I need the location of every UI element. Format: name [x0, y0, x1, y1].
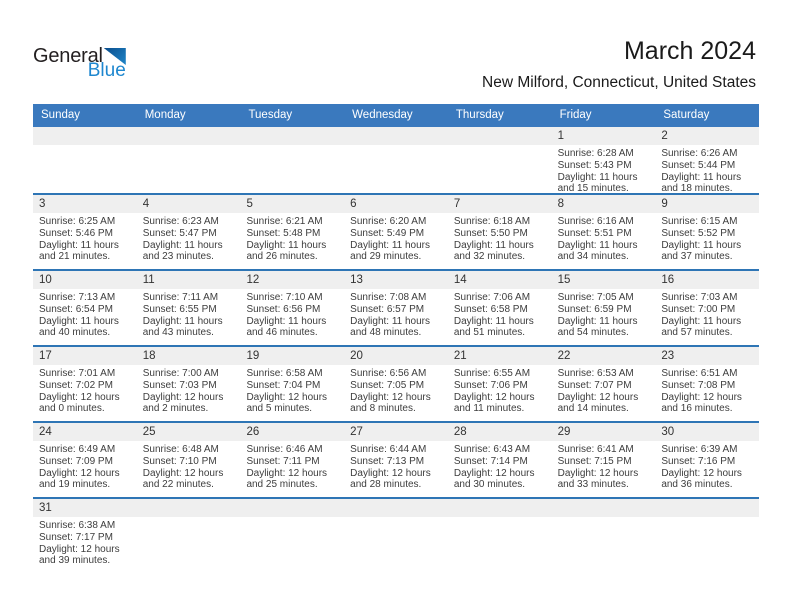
- day-cell-21: [448, 365, 552, 415]
- day-detail-line: Sunrise: 6:26 AM: [661, 148, 738, 159]
- day-detail-line: Sunrise: 7:10 AM: [246, 292, 323, 303]
- day-cell-22: [552, 365, 656, 415]
- day-detail-line: Sunrise: 6:55 AM: [453, 368, 531, 379]
- day-detail-line: Sunrise: 6:23 AM: [142, 216, 219, 227]
- day-number-28: 28: [453, 426, 467, 438]
- day-cell-empty: [240, 145, 344, 195]
- weekday-header-tuesday: Tuesday: [248, 109, 293, 121]
- day-number-8: 8: [557, 198, 564, 210]
- day-detail-line: Daylight: 11 hours: [453, 239, 534, 251]
- day-detail-line: and 29 minutes.: [350, 251, 422, 263]
- day-number-2: 2: [661, 130, 668, 142]
- day-details-row: [33, 145, 759, 195]
- day-detail-line: and 36 minutes.: [661, 479, 733, 491]
- weekday-header-monday: Monday: [144, 109, 186, 121]
- day-detail-line: and 30 minutes.: [453, 479, 526, 491]
- day-detail-line: and 54 minutes.: [557, 327, 629, 339]
- day-cell-23: [655, 365, 759, 415]
- day-detail-line: Sunset: 5:51 PM: [557, 227, 632, 239]
- day-cell-empty: [448, 517, 552, 567]
- day-detail-line: Sunrise: 6:46 AM: [246, 444, 323, 455]
- day-detail-line: and 39 minutes.: [39, 555, 111, 567]
- day-detail-line: and 23 minutes.: [142, 251, 214, 263]
- day-detail-line: and 33 minutes.: [557, 479, 629, 491]
- day-detail-line: Sunset: 7:07 PM: [557, 379, 632, 391]
- day-number-4: 4: [142, 198, 150, 210]
- day-number-1: 1: [557, 130, 564, 142]
- day-number-5: 5: [246, 198, 253, 210]
- day-detail-line: and 18 minutes.: [661, 183, 733, 195]
- day-detail-line: Daylight: 11 hours: [350, 239, 431, 251]
- day-detail-line: and 16 minutes.: [661, 403, 733, 415]
- day-number-empty: [655, 499, 759, 517]
- logo-text-general: General: [33, 45, 103, 67]
- day-detail-line: Daylight: 11 hours: [142, 315, 223, 327]
- day-detail-line: Sunset: 7:17 PM: [39, 531, 113, 543]
- day-detail-line: Sunrise: 6:28 AM: [557, 148, 634, 159]
- day-number-14: 14: [453, 274, 467, 286]
- day-number-23: 23: [661, 350, 675, 362]
- day-detail-line: Sunset: 7:09 PM: [39, 455, 113, 467]
- day-detail-line: and 37 minutes.: [661, 251, 733, 263]
- calendar-week-row: [33, 195, 759, 271]
- day-detail-line: Daylight: 11 hours: [39, 315, 119, 327]
- day-detail-line: and 32 minutes.: [453, 251, 526, 263]
- day-detail-line: and 48 minutes.: [350, 327, 422, 339]
- day-detail-line: Sunrise: 7:06 AM: [453, 292, 531, 303]
- day-number-7: 7: [453, 198, 461, 210]
- day-cell-26: [240, 441, 344, 491]
- day-detail-line: and 25 minutes.: [246, 479, 318, 491]
- day-detail-line: and 26 minutes.: [246, 251, 318, 263]
- day-number-15: 15: [557, 274, 571, 286]
- day-detail-line: Sunset: 7:13 PM: [350, 455, 425, 467]
- day-cell-empty: [137, 517, 241, 567]
- day-detail-line: Daylight: 12 hours: [246, 391, 328, 403]
- weekday-header-friday: Friday: [559, 109, 592, 121]
- day-number-29: 29: [557, 426, 571, 438]
- day-detail-line: Sunrise: 7:00 AM: [142, 368, 219, 379]
- day-detail-line: Sunset: 7:05 PM: [350, 379, 425, 391]
- day-cell-empty: [552, 517, 656, 567]
- day-detail-line: Sunrise: 6:48 AM: [142, 444, 219, 455]
- day-detail-line: Sunset: 5:50 PM: [453, 227, 528, 239]
- day-cell-5: [240, 213, 344, 263]
- calendar-week-row: [33, 423, 759, 499]
- day-cell-empty: [344, 517, 448, 567]
- day-cell-8: [552, 213, 656, 263]
- day-cell-16: [655, 289, 759, 339]
- day-detail-line: Sunrise: 6:39 AM: [661, 444, 738, 455]
- day-details-row: [33, 213, 759, 263]
- day-number-strip: [33, 127, 759, 145]
- day-number-empty: [448, 127, 552, 145]
- day-detail-line: Sunrise: 6:25 AM: [39, 216, 116, 227]
- weekday-header-wednesday: Wednesday: [352, 109, 413, 121]
- day-detail-line: Sunset: 5:44 PM: [661, 159, 736, 171]
- day-detail-line: Sunset: 7:16 PM: [661, 455, 736, 467]
- day-cell-10: [33, 289, 137, 339]
- day-number-9: 9: [661, 198, 668, 210]
- day-cell-empty: [240, 517, 344, 567]
- day-cell-2: [655, 145, 759, 195]
- day-detail-line: Daylight: 12 hours: [453, 391, 535, 403]
- day-number-22: 22: [557, 350, 571, 362]
- logo-text-blue: Blue: [87, 60, 126, 81]
- weekday-header-thursday: Thursday: [455, 109, 504, 121]
- day-detail-line: and 21 minutes.: [39, 251, 111, 263]
- day-number-17: 17: [39, 350, 52, 362]
- day-number-19: 19: [246, 350, 260, 362]
- day-number-strip: [33, 271, 759, 289]
- day-detail-line: Sunset: 5:48 PM: [246, 227, 321, 239]
- day-detail-line: Daylight: 11 hours: [453, 315, 534, 327]
- day-detail-line: and 0 minutes.: [39, 403, 105, 415]
- day-detail-line: Sunset: 5:46 PM: [39, 227, 113, 239]
- day-cell-27: [344, 441, 448, 491]
- day-cell-empty: [344, 145, 448, 195]
- day-number-empty: [448, 499, 552, 517]
- weekday-header-sunday: Sunday: [41, 109, 81, 121]
- day-cell-empty: [137, 145, 241, 195]
- day-detail-line: Sunset: 7:10 PM: [142, 455, 217, 467]
- day-cell-7: [448, 213, 552, 263]
- day-detail-line: and 51 minutes.: [453, 327, 526, 339]
- day-detail-line: Sunset: 7:08 PM: [661, 379, 736, 391]
- day-detail-line: Daylight: 11 hours: [661, 239, 742, 251]
- day-detail-line: Sunrise: 6:20 AM: [350, 216, 427, 227]
- title-block: [482, 38, 756, 92]
- day-detail-line: Sunrise: 6:49 AM: [39, 444, 116, 455]
- day-detail-line: and 2 minutes.: [142, 403, 209, 415]
- page-title: March 2024: [623, 37, 756, 65]
- day-detail-line: and 22 minutes.: [142, 479, 214, 491]
- day-detail-line: Sunset: 6:59 PM: [557, 303, 632, 315]
- day-detail-line: Sunrise: 7:03 AM: [661, 292, 738, 303]
- day-cell-empty: [655, 517, 759, 567]
- day-number-strip: [33, 499, 759, 517]
- calendar-grid: [33, 104, 759, 575]
- day-number-30: 30: [661, 426, 675, 438]
- day-number-16: 16: [661, 274, 675, 286]
- day-detail-line: Daylight: 12 hours: [661, 467, 742, 479]
- day-detail-line: Daylight: 12 hours: [661, 391, 742, 403]
- day-detail-line: Daylight: 12 hours: [142, 467, 224, 479]
- calendar-week-row: [33, 347, 759, 423]
- calendar-week-row: [33, 127, 759, 195]
- day-cell-4: [137, 213, 241, 263]
- day-detail-line: Daylight: 12 hours: [350, 467, 431, 479]
- day-cell-3: [33, 213, 137, 263]
- day-detail-line: Daylight: 11 hours: [39, 239, 119, 251]
- day-cell-6: [344, 213, 448, 263]
- day-cell-13: [344, 289, 448, 339]
- day-cell-11: [137, 289, 241, 339]
- day-detail-line: and 28 minutes.: [350, 479, 422, 491]
- day-detail-line: and 43 minutes.: [142, 327, 214, 339]
- day-detail-line: Sunset: 7:00 PM: [661, 303, 736, 315]
- day-number-empty: [344, 499, 448, 517]
- weekday-header-row: [33, 104, 759, 127]
- day-detail-line: Sunrise: 6:58 AM: [246, 368, 323, 379]
- day-number-12: 12: [246, 274, 260, 286]
- day-detail-line: Sunset: 7:03 PM: [142, 379, 217, 391]
- day-detail-line: Sunrise: 7:08 AM: [350, 292, 427, 303]
- day-detail-line: Sunrise: 6:18 AM: [453, 216, 531, 227]
- day-detail-line: and 8 minutes.: [350, 403, 416, 415]
- day-cell-31: [33, 517, 137, 567]
- day-details-row: [33, 441, 759, 491]
- calendar-week-row: [33, 271, 759, 347]
- day-number-27: 27: [350, 426, 363, 438]
- day-detail-line: Sunset: 7:15 PM: [557, 455, 632, 467]
- day-detail-line: Sunrise: 6:56 AM: [350, 368, 427, 379]
- day-detail-line: Sunrise: 7:05 AM: [557, 292, 634, 303]
- day-detail-line: and 11 minutes.: [453, 403, 525, 415]
- page-subtitle: New Milford, Connecticut, United States: [482, 74, 756, 91]
- day-cell-15: [552, 289, 656, 339]
- day-detail-line: Daylight: 12 hours: [453, 467, 535, 479]
- day-number-25: 25: [142, 426, 156, 438]
- day-number-6: 6: [350, 198, 357, 210]
- day-number-10: 10: [39, 274, 52, 286]
- day-number-empty: [344, 127, 448, 145]
- day-detail-line: Sunset: 5:43 PM: [557, 159, 632, 171]
- day-number-26: 26: [246, 426, 260, 438]
- day-cell-14: [448, 289, 552, 339]
- day-number-24: 24: [39, 426, 52, 438]
- day-number-strip: [33, 195, 759, 213]
- day-detail-line: Sunset: 7:06 PM: [453, 379, 528, 391]
- day-detail-line: Daylight: 12 hours: [246, 467, 328, 479]
- day-detail-line: and 57 minutes.: [661, 327, 733, 339]
- day-number-13: 13: [350, 274, 363, 286]
- day-number-empty: [240, 499, 344, 517]
- day-detail-line: Daylight: 11 hours: [246, 315, 327, 327]
- day-detail-line: Sunrise: 7:11 AM: [142, 292, 219, 303]
- day-number-11: 11: [142, 274, 155, 286]
- day-detail-line: Daylight: 11 hours: [142, 239, 223, 251]
- day-detail-line: Sunrise: 6:51 AM: [661, 368, 738, 379]
- day-number-3: 3: [39, 198, 46, 210]
- day-number-empty: [137, 499, 241, 517]
- day-detail-line: Sunset: 6:58 PM: [453, 303, 528, 315]
- day-detail-line: Sunset: 7:11 PM: [246, 455, 320, 467]
- day-detail-line: and 19 minutes.: [39, 479, 111, 491]
- day-detail-line: Sunset: 5:47 PM: [142, 227, 217, 239]
- day-cell-18: [137, 365, 241, 415]
- day-detail-line: Sunrise: 6:38 AM: [39, 520, 116, 531]
- day-detail-line: Daylight: 11 hours: [557, 171, 638, 183]
- day-number-21: 21: [453, 350, 467, 362]
- day-detail-line: and 46 minutes.: [246, 327, 318, 339]
- day-cell-28: [448, 441, 552, 491]
- day-details-row: [33, 517, 759, 567]
- day-cell-30: [655, 441, 759, 491]
- day-number-empty: [240, 127, 344, 145]
- day-detail-line: Sunset: 6:55 PM: [142, 303, 217, 315]
- day-details-row: [33, 289, 759, 339]
- day-number-20: 20: [350, 350, 363, 362]
- day-detail-line: Sunrise: 7:13 AM: [39, 292, 116, 303]
- day-cell-12: [240, 289, 344, 339]
- day-detail-line: Sunrise: 6:21 AM: [246, 216, 323, 227]
- day-details-row: [33, 365, 759, 415]
- day-detail-line: Daylight: 12 hours: [557, 467, 639, 479]
- day-number-empty: [33, 127, 137, 145]
- day-detail-line: Daylight: 11 hours: [661, 315, 742, 327]
- calendar-weeks: [33, 127, 759, 575]
- day-cell-24: [33, 441, 137, 491]
- day-detail-line: Daylight: 12 hours: [350, 391, 431, 403]
- day-detail-line: Sunset: 6:57 PM: [350, 303, 425, 315]
- day-cell-empty: [33, 145, 137, 195]
- day-detail-line: and 40 minutes.: [39, 327, 111, 339]
- day-cell-20: [344, 365, 448, 415]
- day-detail-line: Daylight: 12 hours: [39, 391, 120, 403]
- day-detail-line: Sunrise: 6:41 AM: [557, 444, 634, 455]
- weekday-header-saturday: Saturday: [663, 109, 710, 121]
- day-detail-line: Daylight: 11 hours: [350, 315, 431, 327]
- day-cell-19: [240, 365, 344, 415]
- day-detail-line: Sunrise: 6:15 AM: [661, 216, 738, 227]
- day-detail-line: Sunset: 5:49 PM: [350, 227, 425, 239]
- day-number-18: 18: [142, 350, 156, 362]
- day-detail-line: Daylight: 11 hours: [557, 239, 638, 251]
- day-detail-line: Daylight: 11 hours: [557, 315, 638, 327]
- day-number-strip: [33, 347, 759, 365]
- day-number-strip: [33, 423, 759, 441]
- day-cell-25: [137, 441, 241, 491]
- day-cell-empty: [448, 145, 552, 195]
- day-detail-line: Sunset: 6:56 PM: [246, 303, 321, 315]
- day-detail-line: Daylight: 12 hours: [557, 391, 639, 403]
- day-detail-line: Daylight: 12 hours: [39, 467, 120, 479]
- day-detail-line: Sunset: 7:04 PM: [246, 379, 321, 391]
- day-detail-line: Sunset: 6:54 PM: [39, 303, 113, 315]
- calendar-week-row: [33, 499, 759, 575]
- day-detail-line: Sunrise: 6:43 AM: [453, 444, 531, 455]
- day-number-empty: [137, 127, 241, 145]
- day-cell-9: [655, 213, 759, 263]
- day-detail-line: Daylight: 11 hours: [246, 239, 327, 251]
- day-cell-29: [552, 441, 656, 491]
- day-detail-line: Sunrise: 6:16 AM: [557, 216, 634, 227]
- day-detail-line: Daylight: 12 hours: [142, 391, 224, 403]
- day-number-empty: [552, 499, 656, 517]
- day-detail-line: Sunset: 7:02 PM: [39, 379, 113, 391]
- day-detail-line: Sunset: 7:14 PM: [453, 455, 528, 467]
- day-detail-line: Sunrise: 6:44 AM: [350, 444, 427, 455]
- day-detail-line: Daylight: 12 hours: [39, 543, 120, 555]
- day-detail-line: Daylight: 11 hours: [661, 171, 742, 183]
- day-detail-line: and 15 minutes.: [557, 183, 629, 195]
- day-number-31: 31: [39, 502, 52, 514]
- day-detail-line: Sunrise: 7:01 AM: [39, 368, 116, 379]
- day-cell-1: [552, 145, 656, 195]
- day-detail-line: Sunset: 5:52 PM: [661, 227, 736, 239]
- day-detail-line: Sunrise: 6:53 AM: [557, 368, 634, 379]
- day-detail-line: and 34 minutes.: [557, 251, 629, 263]
- day-detail-line: and 5 minutes.: [246, 403, 313, 415]
- day-detail-line: and 14 minutes.: [557, 403, 629, 415]
- day-cell-17: [33, 365, 137, 415]
- general-blue-logo: [33, 46, 126, 81]
